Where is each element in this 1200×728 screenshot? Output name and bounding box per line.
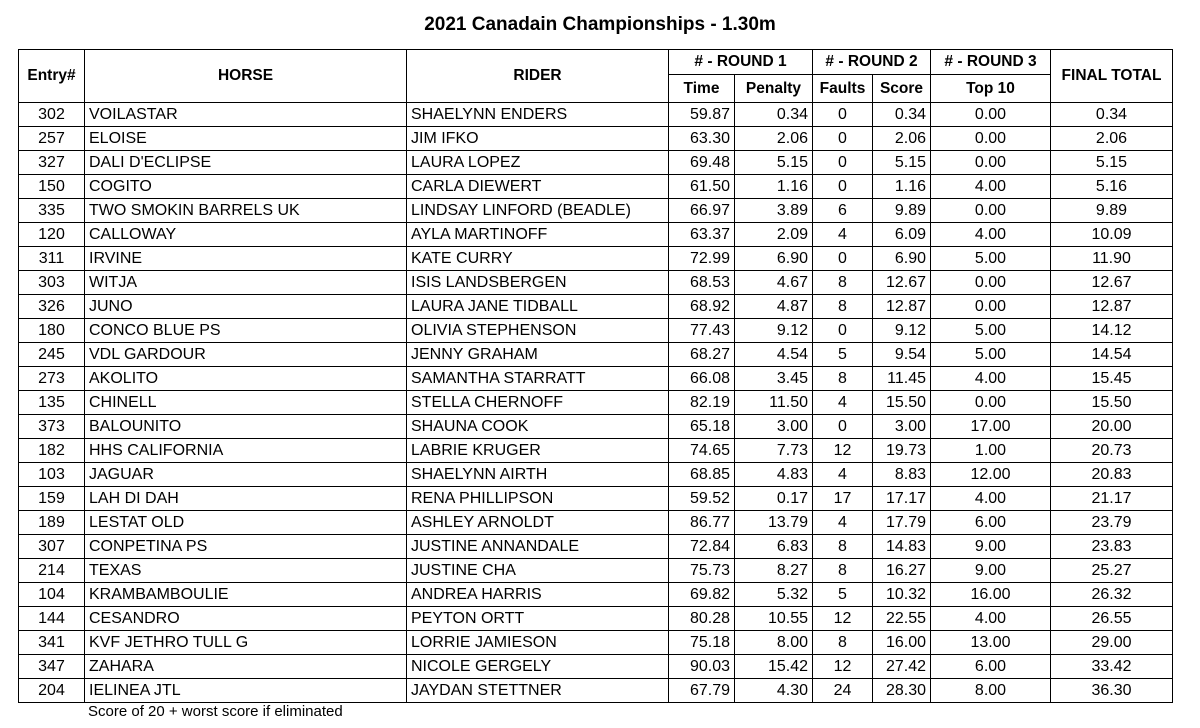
final-total-cell: 14.12 (1051, 319, 1173, 343)
rider-cell: LAURA LOPEZ (407, 151, 669, 175)
penalty-cell: 4.87 (735, 295, 813, 319)
time-cell: 75.18 (669, 631, 735, 655)
faults-cell: 0 (813, 175, 873, 199)
table-row (19, 127, 1173, 151)
entry-cell: 120 (19, 223, 85, 247)
top10-cell: 6.00 (931, 511, 1051, 535)
final-total-cell: 20.73 (1051, 439, 1173, 463)
penalty-cell: 0.34 (735, 103, 813, 127)
faults-cell: 5 (813, 343, 873, 367)
table-row (19, 463, 1173, 487)
horse-cell: BALOUNITO (85, 415, 407, 439)
horse-cell: TWO SMOKIN BARRELS UK (85, 199, 407, 223)
rider-cell: LORRIE JAMIESON (407, 631, 669, 655)
final-total-cell: 36.30 (1051, 679, 1173, 703)
top10-cell: 4.00 (931, 607, 1051, 631)
score-cell: 11.45 (873, 367, 931, 391)
rider-cell: RENA PHILLIPSON (407, 487, 669, 511)
final-total-cell: 5.15 (1051, 151, 1173, 175)
table-row (19, 295, 1173, 319)
horse-cell: DALI D'ECLIPSE (85, 151, 407, 175)
final-total-cell: 0.34 (1051, 103, 1173, 127)
time-cell: 67.79 (669, 679, 735, 703)
time-cell: 77.43 (669, 319, 735, 343)
score-cell: 2.06 (873, 127, 931, 151)
final-total-cell: 15.45 (1051, 367, 1173, 391)
table-row (19, 607, 1173, 631)
time-cell: 69.82 (669, 583, 735, 607)
faults-cell: 5 (813, 583, 873, 607)
entry-cell: 104 (19, 583, 85, 607)
score-header: Score (873, 75, 931, 103)
final-total-cell: 15.50 (1051, 391, 1173, 415)
top10-cell: 4.00 (931, 223, 1051, 247)
penalty-cell: 4.67 (735, 271, 813, 295)
top10-cell: 0.00 (931, 103, 1051, 127)
score-cell: 12.87 (873, 295, 931, 319)
top10-cell: 4.00 (931, 175, 1051, 199)
rider-cell: SAMANTHA STARRATT (407, 367, 669, 391)
rider-cell: SHAELYNN AIRTH (407, 463, 669, 487)
top10-cell: 0.00 (931, 271, 1051, 295)
final-total-cell: 2.06 (1051, 127, 1173, 151)
rider-cell: LINDSAY LINFORD (BEADLE) (407, 199, 669, 223)
entry-cell: 214 (19, 559, 85, 583)
penalty-cell: 13.79 (735, 511, 813, 535)
score-cell: 9.54 (873, 343, 931, 367)
table-row (19, 559, 1173, 583)
time-header: Time (669, 75, 735, 103)
final-total-cell: 20.83 (1051, 463, 1173, 487)
time-cell: 66.97 (669, 199, 735, 223)
faults-cell: 12 (813, 655, 873, 679)
horse-cell: VOILASTAR (85, 103, 407, 127)
rider-cell: OLIVIA STEPHENSON (407, 319, 669, 343)
final-total-cell: 21.17 (1051, 487, 1173, 511)
penalty-cell: 1.16 (735, 175, 813, 199)
faults-cell: 4 (813, 463, 873, 487)
faults-cell: 0 (813, 415, 873, 439)
score-cell: 9.12 (873, 319, 931, 343)
faults-cell: 0 (813, 247, 873, 271)
horse-cell: CHINELL (85, 391, 407, 415)
horse-cell: CONCO BLUE PS (85, 319, 407, 343)
faults-cell: 8 (813, 271, 873, 295)
penalty-cell: 5.32 (735, 583, 813, 607)
horse-cell: JUNO (85, 295, 407, 319)
entry-cell: 307 (19, 535, 85, 559)
final-total-cell: 10.09 (1051, 223, 1173, 247)
time-cell: 69.48 (669, 151, 735, 175)
time-cell: 86.77 (669, 511, 735, 535)
entry-cell: 327 (19, 151, 85, 175)
score-cell: 1.16 (873, 175, 931, 199)
final-total-cell: 20.00 (1051, 415, 1173, 439)
horse-cell: WITJA (85, 271, 407, 295)
page-title: 2021 Canadain Championships - 1.30m (424, 14, 776, 35)
footnote: Score of 20 + worst score if eliminated (88, 703, 343, 720)
horse-cell: VDL GARDOUR (85, 343, 407, 367)
faults-cell: 4 (813, 511, 873, 535)
score-cell: 0.34 (873, 103, 931, 127)
entry-cell: 135 (19, 391, 85, 415)
rider-cell: CARLA DIEWERT (407, 175, 669, 199)
penalty-cell: 9.12 (735, 319, 813, 343)
penalty-cell: 0.17 (735, 487, 813, 511)
table-row (19, 223, 1173, 247)
score-cell: 6.90 (873, 247, 931, 271)
faults-cell: 12 (813, 439, 873, 463)
rider-cell: PEYTON ORTT (407, 607, 669, 631)
entry-cell: 303 (19, 271, 85, 295)
top10-cell: 0.00 (931, 199, 1051, 223)
horse-cell: ELOISE (85, 127, 407, 151)
rider-cell: AYLA MARTINOFF (407, 223, 669, 247)
final-total-cell: 14.54 (1051, 343, 1173, 367)
score-cell: 10.32 (873, 583, 931, 607)
faults-cell: 0 (813, 103, 873, 127)
faults-cell: 0 (813, 319, 873, 343)
penalty-cell: 4.54 (735, 343, 813, 367)
score-cell: 27.42 (873, 655, 931, 679)
time-cell: 72.84 (669, 535, 735, 559)
table-row (19, 439, 1173, 463)
table-row (19, 247, 1173, 271)
penalty-cell: 8.00 (735, 631, 813, 655)
round1-header: # - ROUND 1 (669, 50, 813, 75)
score-cell: 6.09 (873, 223, 931, 247)
penalty-cell: 4.83 (735, 463, 813, 487)
final-total-cell: 12.87 (1051, 295, 1173, 319)
faults-cell: 8 (813, 367, 873, 391)
top10-cell: 8.00 (931, 679, 1051, 703)
table-row (19, 103, 1173, 127)
top10-cell: 5.00 (931, 343, 1051, 367)
score-cell: 9.89 (873, 199, 931, 223)
entry-cell: 326 (19, 295, 85, 319)
top10-cell: 6.00 (931, 655, 1051, 679)
horse-cell: KRAMBAMBOULIE (85, 583, 407, 607)
horse-cell: IRVINE (85, 247, 407, 271)
top10-cell: 5.00 (931, 247, 1051, 271)
top10-cell: 12.00 (931, 463, 1051, 487)
faults-cell: 12 (813, 607, 873, 631)
penalty-cell: 15.42 (735, 655, 813, 679)
table-row (19, 487, 1173, 511)
final-total-cell: 11.90 (1051, 247, 1173, 271)
entry-cell: 311 (19, 247, 85, 271)
faults-cell: 8 (813, 559, 873, 583)
score-cell: 28.30 (873, 679, 931, 703)
score-cell: 17.17 (873, 487, 931, 511)
table-row (19, 391, 1173, 415)
table-row (19, 343, 1173, 367)
penalty-cell: 3.89 (735, 199, 813, 223)
penalty-cell: 8.27 (735, 559, 813, 583)
rider-cell: ANDREA HARRIS (407, 583, 669, 607)
rider-cell: ASHLEY ARNOLDT (407, 511, 669, 535)
rider-cell: SHAUNA COOK (407, 415, 669, 439)
penalty-cell: 7.73 (735, 439, 813, 463)
time-cell: 75.73 (669, 559, 735, 583)
round2-header: # - ROUND 2 (813, 50, 931, 75)
time-cell: 68.92 (669, 295, 735, 319)
entry-cell: 341 (19, 631, 85, 655)
entry-cell: 182 (19, 439, 85, 463)
table-row (19, 655, 1173, 679)
entry-cell: 159 (19, 487, 85, 511)
rider-cell: JUSTINE ANNANDALE (407, 535, 669, 559)
entry-cell: 245 (19, 343, 85, 367)
rider-cell: JENNY GRAHAM (407, 343, 669, 367)
top10-cell: 0.00 (931, 127, 1051, 151)
penalty-cell: 2.09 (735, 223, 813, 247)
rider-cell: STELLA CHERNOFF (407, 391, 669, 415)
horse-cell: COGITO (85, 175, 407, 199)
penalty-cell: 4.30 (735, 679, 813, 703)
horse-cell: AKOLITO (85, 367, 407, 391)
rider-cell: SHAELYNN ENDERS (407, 103, 669, 127)
top10-header: Top 10 (931, 75, 1051, 103)
entry-cell: 189 (19, 511, 85, 535)
faults-cell: 8 (813, 295, 873, 319)
table-row (19, 631, 1173, 655)
top10-cell: 4.00 (931, 487, 1051, 511)
top10-cell: 13.00 (931, 631, 1051, 655)
top10-cell: 16.00 (931, 583, 1051, 607)
final-total-cell: 23.79 (1051, 511, 1173, 535)
table-row (19, 583, 1173, 607)
penalty-header: Penalty (735, 75, 813, 103)
score-cell: 3.00 (873, 415, 931, 439)
results-body (19, 103, 1173, 703)
score-cell: 15.50 (873, 391, 931, 415)
top10-cell: 9.00 (931, 535, 1051, 559)
horse-cell: TEXAS (85, 559, 407, 583)
horse-cell: HHS CALIFORNIA (85, 439, 407, 463)
rider-cell: LABRIE KRUGER (407, 439, 669, 463)
time-cell: 61.50 (669, 175, 735, 199)
faults-cell: 24 (813, 679, 873, 703)
time-cell: 72.99 (669, 247, 735, 271)
penalty-cell: 3.45 (735, 367, 813, 391)
entry-cell: 204 (19, 679, 85, 703)
horse-cell: LAH DI DAH (85, 487, 407, 511)
rider-cell: JIM IFKO (407, 127, 669, 151)
final-total-cell: 25.27 (1051, 559, 1173, 583)
time-cell: 63.30 (669, 127, 735, 151)
final-total-cell: 29.00 (1051, 631, 1173, 655)
entry-cell: 150 (19, 175, 85, 199)
final-total-cell: 12.67 (1051, 271, 1173, 295)
faults-cell: 17 (813, 487, 873, 511)
time-cell: 90.03 (669, 655, 735, 679)
horse-cell: KVF JETHRO TULL G (85, 631, 407, 655)
horse-cell: LESTAT OLD (85, 511, 407, 535)
rider-cell: ISIS LANDSBERGEN (407, 271, 669, 295)
table-row (19, 151, 1173, 175)
final-total-cell: 33.42 (1051, 655, 1173, 679)
rider-cell: NICOLE GERGELY (407, 655, 669, 679)
penalty-cell: 6.83 (735, 535, 813, 559)
top10-cell: 17.00 (931, 415, 1051, 439)
final-total-cell: 9.89 (1051, 199, 1173, 223)
horse-cell: CALLOWAY (85, 223, 407, 247)
time-cell: 68.27 (669, 343, 735, 367)
time-cell: 66.08 (669, 367, 735, 391)
faults-cell: 8 (813, 631, 873, 655)
time-cell: 68.53 (669, 271, 735, 295)
score-cell: 5.15 (873, 151, 931, 175)
penalty-cell: 5.15 (735, 151, 813, 175)
round3-header: # - ROUND 3 (931, 50, 1051, 75)
faults-header: Faults (813, 75, 873, 103)
time-cell: 59.52 (669, 487, 735, 511)
entry-cell: 144 (19, 607, 85, 631)
score-cell: 12.67 (873, 271, 931, 295)
score-cell: 8.83 (873, 463, 931, 487)
table-row (19, 199, 1173, 223)
entry-header: Entry# (19, 50, 85, 103)
faults-cell: 4 (813, 391, 873, 415)
penalty-cell: 11.50 (735, 391, 813, 415)
table-row (19, 175, 1173, 199)
horse-header: HORSE (85, 50, 407, 103)
table-row (19, 511, 1173, 535)
table-row (19, 271, 1173, 295)
score-cell: 17.79 (873, 511, 931, 535)
faults-cell: 6 (813, 199, 873, 223)
top10-cell: 4.00 (931, 367, 1051, 391)
final-total-header: FINAL TOTAL (1051, 50, 1173, 103)
table-row (19, 415, 1173, 439)
horse-cell: CONPETINA PS (85, 535, 407, 559)
table-row (19, 367, 1173, 391)
penalty-cell: 10.55 (735, 607, 813, 631)
top10-cell: 0.00 (931, 151, 1051, 175)
entry-cell: 273 (19, 367, 85, 391)
final-total-cell: 5.16 (1051, 175, 1173, 199)
time-cell: 65.18 (669, 415, 735, 439)
top10-cell: 0.00 (931, 391, 1051, 415)
faults-cell: 8 (813, 535, 873, 559)
results-table (18, 49, 1173, 703)
entry-cell: 347 (19, 655, 85, 679)
entry-cell: 103 (19, 463, 85, 487)
entry-cell: 257 (19, 127, 85, 151)
table-row (19, 679, 1173, 703)
score-cell: 16.27 (873, 559, 931, 583)
horse-cell: IELINEA JTL (85, 679, 407, 703)
time-cell: 74.65 (669, 439, 735, 463)
top10-cell: 0.00 (931, 295, 1051, 319)
rider-cell: JUSTINE CHA (407, 559, 669, 583)
score-cell: 19.73 (873, 439, 931, 463)
penalty-cell: 6.90 (735, 247, 813, 271)
top10-cell: 9.00 (931, 559, 1051, 583)
entry-cell: 373 (19, 415, 85, 439)
table-row (19, 535, 1173, 559)
table-row (19, 319, 1173, 343)
penalty-cell: 3.00 (735, 415, 813, 439)
time-cell: 80.28 (669, 607, 735, 631)
horse-cell: ZAHARA (85, 655, 407, 679)
faults-cell: 0 (813, 127, 873, 151)
penalty-cell: 2.06 (735, 127, 813, 151)
final-total-cell: 26.32 (1051, 583, 1173, 607)
header-row-groups (19, 50, 1173, 75)
top10-cell: 1.00 (931, 439, 1051, 463)
final-total-cell: 23.83 (1051, 535, 1173, 559)
horse-cell: JAGUAR (85, 463, 407, 487)
time-cell: 59.87 (669, 103, 735, 127)
rider-cell: JAYDAN STETTNER (407, 679, 669, 703)
time-cell: 68.85 (669, 463, 735, 487)
entry-cell: 302 (19, 103, 85, 127)
top10-cell: 5.00 (931, 319, 1051, 343)
rider-header: RIDER (407, 50, 669, 103)
time-cell: 82.19 (669, 391, 735, 415)
time-cell: 63.37 (669, 223, 735, 247)
entry-cell: 335 (19, 199, 85, 223)
score-cell: 22.55 (873, 607, 931, 631)
score-cell: 14.83 (873, 535, 931, 559)
faults-cell: 0 (813, 151, 873, 175)
rider-cell: KATE CURRY (407, 247, 669, 271)
score-cell: 16.00 (873, 631, 931, 655)
rider-cell: LAURA JANE TIDBALL (407, 295, 669, 319)
faults-cell: 4 (813, 223, 873, 247)
entry-cell: 180 (19, 319, 85, 343)
final-total-cell: 26.55 (1051, 607, 1173, 631)
horse-cell: CESANDRO (85, 607, 407, 631)
